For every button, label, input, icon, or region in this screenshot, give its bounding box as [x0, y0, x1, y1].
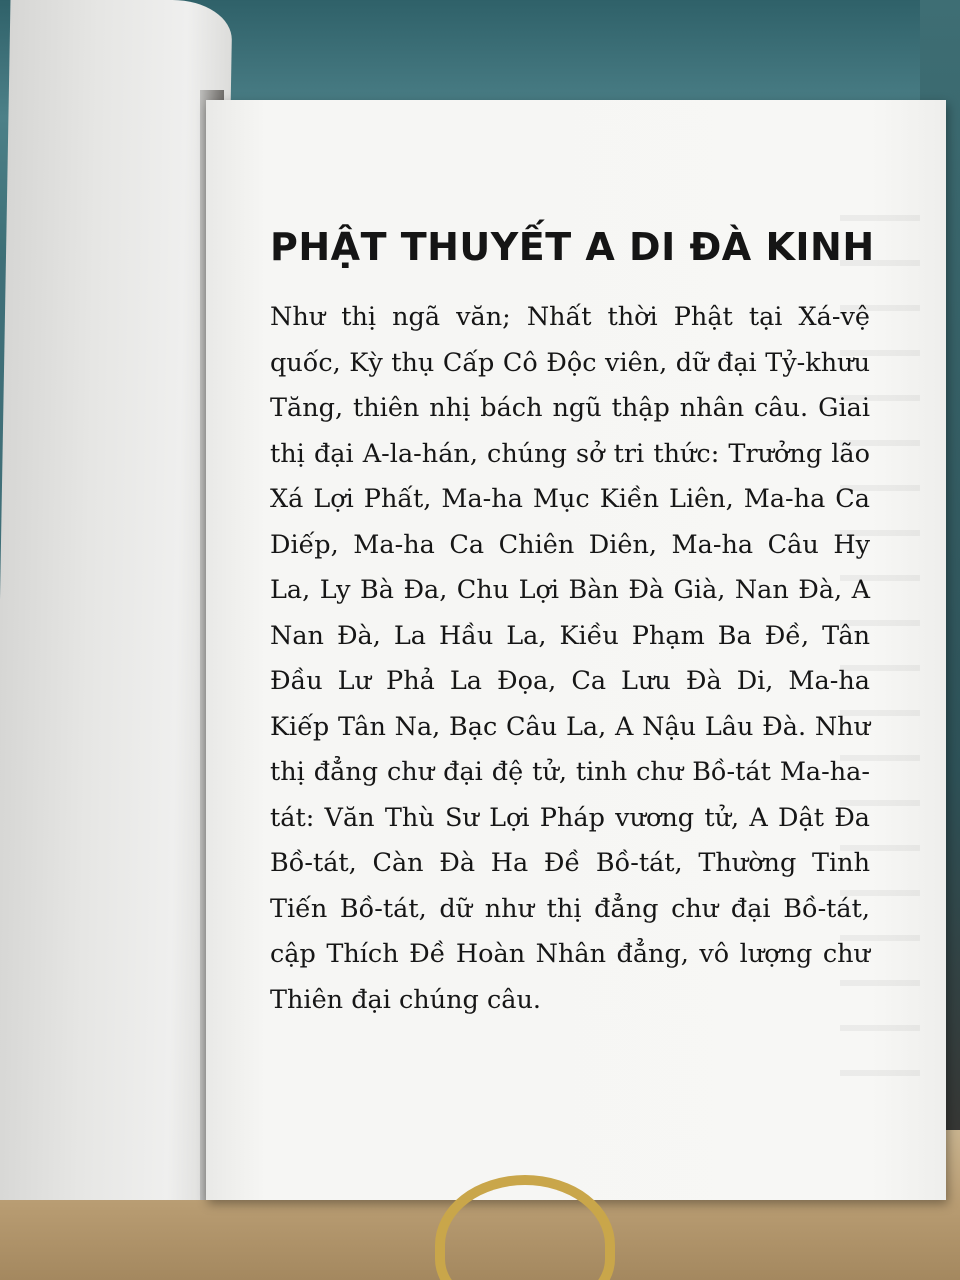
page-content: [270, 225, 875, 1023]
page-title: PHẬT THUYẾT A DI ĐÀ KINH: [270, 225, 875, 269]
sutra-passage: Như thị ngã văn; Nhất thời Phật tại Xá-vệ quốc, Kỳ thụ Cấp Cô Độc viên, dữ đại Tỷ-khưu Tăng, thiên nhị bách ngũ thập nhân câu. Giai thị đại A-la-hán, chúng sở tri thức: Trưởng lão Xá Lợi Phất, Ma-ha Mục Kiền Liên, Ma-ha Ca Diếp, Ma-ha Ca Chiên Diên, Ma-ha Câu Hy La, Ly Bà Đa, Chu Lợi Bàn Đà Già, Nan Đà, A Nan Đà, La Hầu La, Kiều Phạm Ba Đề, Tân Đầu Lư Phả La Đọa, Ca Lưu Đà Di, Ma-ha Kiếp Tân Na, Bạc Câu La, A Nậu Lâu Đà. Như thị đẳng chư đại đệ tử, tinh chư Bồ-tát Ma-ha-tát: Văn Thù Sư Lợi Pháp vương tử, A Dật Đa Bồ-tát, Càn Đà Ha Đề Bồ-tát, Thường Tinh Tiến Bồ-tát, dữ như thị đẳng chư đại Bồ-tát, cập Thích Đề Hoàn Nhân đẳng, vô lượng chư Thiên đại chúng câu.: [270, 302, 870, 1015]
left-page: [0, 0, 232, 1200]
